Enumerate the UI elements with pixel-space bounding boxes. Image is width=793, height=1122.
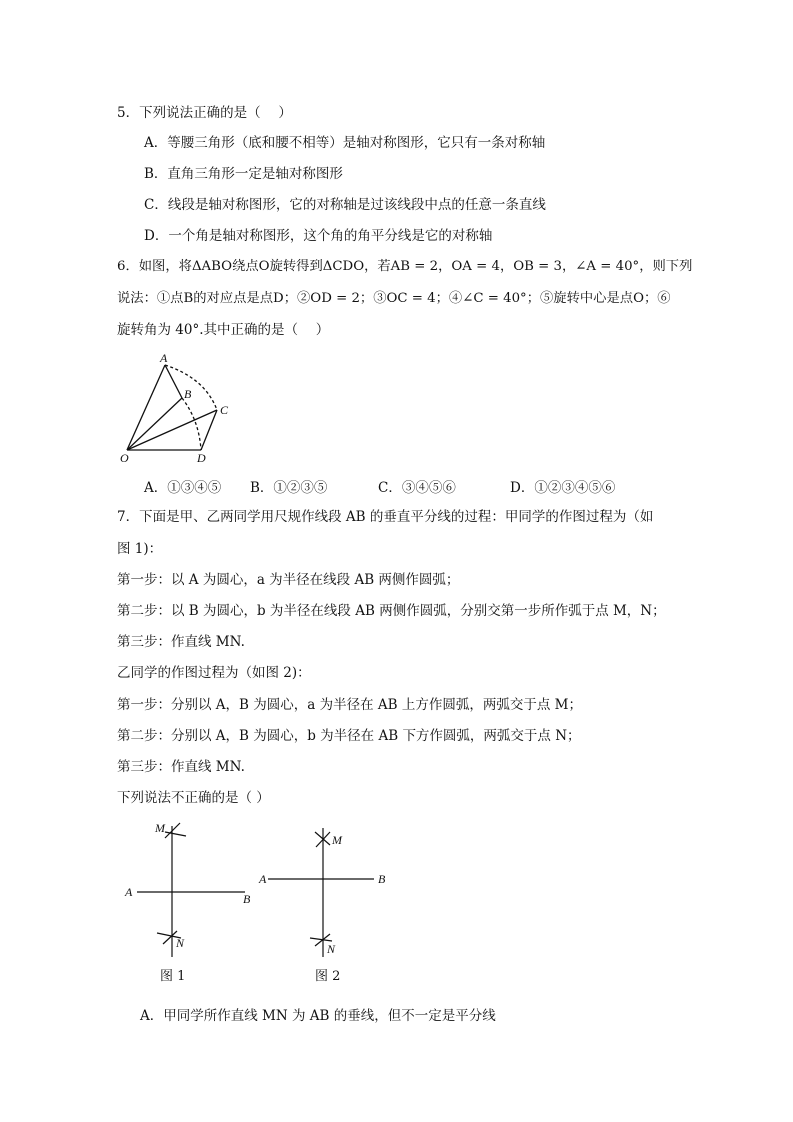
q6-option-b: B．①②③⑤ [250, 480, 328, 496]
label-O: O [120, 451, 129, 465]
q6-stem-line-2: 说法：①点B的对应点是点D；②OD = 2；③OC = 4；④∠C = 40°；⑤旋转中心是点O；⑥ [117, 291, 671, 306]
q7-yi-step-1: 第一步：分别以 A，B 为圆心，a 为半径在 AB 上方作圆弧，两弧交于点 M； [117, 697, 582, 713]
segment-AB [165, 365, 182, 398]
fig2-arc-mark-N1 [310, 938, 332, 941]
segment-CD [201, 410, 217, 450]
fig1-caption: 图 1 [160, 969, 186, 984]
segment-OB [127, 398, 182, 450]
label-B: B [184, 387, 192, 401]
q6-option-a: A．①③④⑤ [144, 480, 222, 496]
fig1-arc-mark-N2 [163, 931, 177, 944]
q6-option-d: D．①②③④⑤⑥ [510, 480, 616, 496]
fig1-arc-mark-M1 [165, 823, 180, 838]
q5-stem: 5．下列说法正确的是（ ） [117, 105, 292, 121]
q7-jia-step-1: 第一步：以 A 为圆心，a 为半径在线段 AB 两侧作圆弧； [117, 572, 460, 588]
arc-B-to-D [182, 398, 201, 450]
fig1-label-A: A [125, 885, 133, 899]
fig2-arc-mark-M1 [315, 832, 330, 845]
fig2-label-N: N [327, 942, 336, 956]
fig2-arc-mark-N2 [315, 934, 330, 946]
q7-yi-step-3: 第三步：作直线 MN. [117, 759, 245, 775]
q7-jia-step-2: 第二步：以 B 为圆心，b 为半径在线段 AB 两侧作圆弧，分别交第一步所作弧于点 M，N； [117, 603, 666, 619]
q6-stem-line-3: 旋转角为 40°.其中正确的是（ ） [117, 322, 330, 338]
label-A: A [160, 351, 168, 365]
q7-stem-line-1: 7．下面是甲、乙两同学用尺规作线段 AB 的垂直平分线的过程：甲同学的作图过程为（如 [117, 509, 654, 525]
q6-stem-line-1: 6．如图，将ΔABO绕点O旋转得到ΔCDO，若AB = 2，OA = 4，OB = 3，∠A = 40°，则下列 [117, 259, 693, 274]
fig1-arc-mark-N1 [157, 933, 181, 938]
fig1-label-M: M [155, 821, 165, 835]
fig2-caption: 图 2 [315, 969, 341, 984]
q5-option-b: B．直角三角形一定是轴对称图形 [144, 166, 343, 182]
fig1-label-B: B [243, 892, 251, 906]
fig2-label-M: M [332, 833, 342, 847]
q5-option-a: A．等腰三角形（底和腰不相等）是轴对称图形，它只有一条对称轴 [144, 135, 546, 151]
q7-stem-line-2: 图 1)： [117, 541, 163, 557]
arc-A-to-C [165, 365, 217, 410]
fig1-label-N: N [176, 936, 185, 950]
fig2-arc-mark-M2 [316, 832, 330, 847]
q7-yi-step-2: 第二步：分别以 A，B 为圆心，b 为半径在 AB 下方作圆弧，两弧交于点 N； [117, 728, 581, 744]
segment-OA [127, 365, 165, 450]
q7-yi-intro: 乙同学的作图过程为（如图 2)： [117, 665, 311, 681]
fig2-label-B: B [378, 872, 386, 886]
label-C: C [220, 403, 229, 417]
fig1-arc-mark-M2 [165, 832, 186, 836]
segment-OC [127, 410, 217, 450]
q5-option-d: D．一个角是轴对称图形，这个角的角平分线是它的对称轴 [144, 228, 493, 244]
q7-jia-step-3: 第三步：作直线 MN. [117, 634, 245, 650]
fig2-label-A: A [259, 872, 267, 886]
q7-option-a: A．甲同学所作直线 MN 为 AB 的垂线，但不一定是平分线 [140, 1008, 496, 1024]
q6-option-c: C．③④⑤⑥ [378, 480, 456, 496]
q5-option-c: C．线段是轴对称图形，它的对称轴是过该线段中点的任意一条直线 [144, 197, 546, 213]
label-D: D [197, 451, 206, 465]
q7-question: 下列说法不正确的是（ ） [117, 790, 270, 806]
